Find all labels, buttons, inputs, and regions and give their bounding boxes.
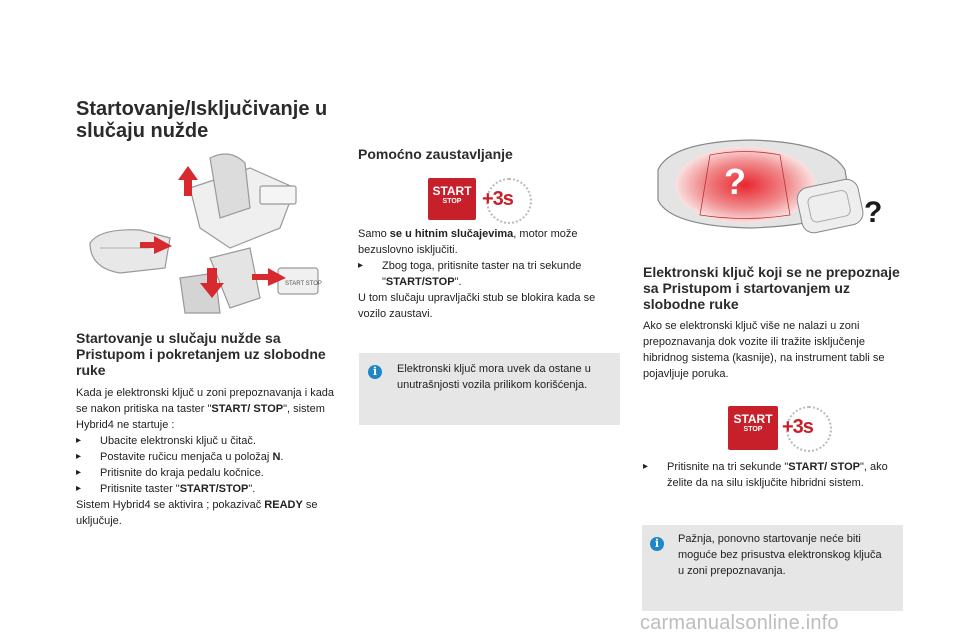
right-section-heading: Elektronski ključ koji se ne prepoznaje sa Pristupom i startovanjem uz slobodne ruke — [643, 264, 900, 312]
list-item: ▸ Zbog toga, pritisnite taster na tri sekunde "START/STOP". — [358, 260, 582, 288]
left-section-body: Kada je elektronski ključ u zoni prepoznavanja i kada se nakon pritiska na taster "START/ STOP", sistem Hybrid4 ne startuje : ▸ Ubacite elektronski ključ u čitač. ▸ Postavite ručicu menjača u položaj N. ▸ Pritisnite do kraja pedalu kočnice. ▸ Pritisnite taster "START/STOP". Sistem Hybrid4 se aktivira ; pokazivač READY se uključuje. — [76, 385, 338, 529]
right-note-text: Pažnja, ponovno startovanje neće biti moguće bez prisustva elektronskog ključa u zoni prepoznavanja. — [678, 533, 882, 577]
right-section-bullet — [643, 459, 905, 491]
info-icon: i — [368, 365, 382, 379]
list-item: ▸ Postavite ručicu menjača u položaj N. — [76, 451, 284, 463]
plus-3-seconds-icon: +3s — [786, 406, 832, 452]
start-stop-button-icon: START STOP — [728, 406, 778, 450]
list-item: ▸ Pritisnite do kraja pedalu kočnice. — [76, 467, 264, 479]
page-title: Startovanje/Isključivanje u slučaju nužde — [76, 98, 328, 142]
mid-section-heading: Pomoćno zaustavljanje — [358, 146, 513, 162]
mid-note-text: Elektronski ključ mora uvek da ostane u unutrašnjosti vozila prilikom korišćenja. — [397, 363, 591, 391]
emergency-start-illustration — [80, 148, 330, 318]
plus-3-seconds-icon: +3s — [486, 178, 532, 224]
mid-section-body: Samo se u hitnim slučajevima, motor može bezuslovno isključiti. ▸ Zbog toga, pritisnite taster na tri sekunde "START/STOP". U tom slučaju upravljački stub se blokira kada se vozilo zaustavi. — [358, 226, 620, 322]
svg-text:?: ? — [864, 196, 883, 229]
question-mark-icon: ? — [724, 161, 746, 202]
watermark: carmanualsonline.info — [640, 612, 839, 634]
list-item: ▸ Pritisnite taster "START/STOP". — [76, 483, 256, 495]
info-icon: i — [650, 537, 664, 551]
right-section-body: Ako se elektronski ključ više ne nalazi u zoni prepoznavanja dok vozite ili tražite isključenje hibridnog sistema (kasnije), na instrument tabli se pojavljuje poruka. — [643, 320, 885, 380]
car-key-missing-illustration — [640, 130, 902, 260]
right-note-box — [642, 525, 903, 611]
start-stop-button-icon: START STOP — [428, 178, 476, 220]
left-section-heading: Startovanje u slučaju nužde sa Pristupom i pokretanjem uz slobodne ruke — [76, 330, 326, 378]
list-item: ▸ Pritisnite na tri sekunde "START/ STOP", ako želite da na silu isključite hibridni sistem. — [643, 461, 888, 489]
svg-text:START STOP: START STOP — [285, 281, 322, 287]
list-item: ▸ Ubacite elektronski ključ u čitač. — [76, 435, 256, 447]
mid-note-box — [359, 353, 620, 425]
